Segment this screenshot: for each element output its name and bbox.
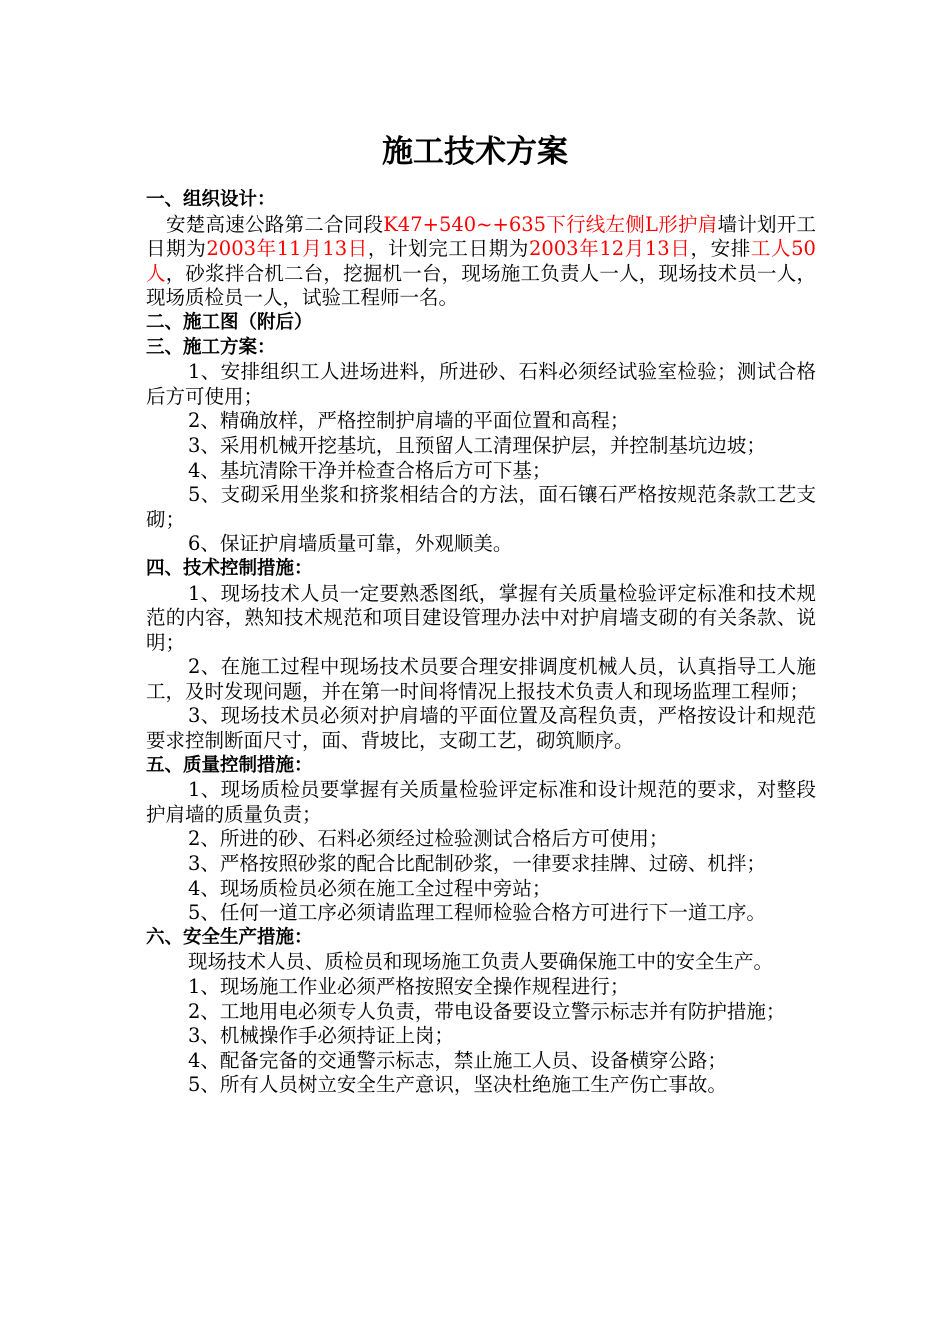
org-text-3: ，计划完工日期为: [367, 237, 529, 261]
plan-item: 5、支砌采用坐浆和挤浆相结合的方法，面石镶石严格按规范条款工艺支砌；: [146, 483, 816, 531]
org-text-4: ，安排: [690, 237, 751, 261]
quality-item: 2、所进的砂、石料必须经过检验测试合格后方可使用；: [188, 827, 669, 851]
section-heading-technical-control: 四、技术控制措施：: [146, 557, 313, 579]
section-heading-safety: 六、安全生产措施：: [146, 926, 313, 948]
safety-item: 3、机械操作手必须持证上岗；: [188, 1024, 454, 1048]
plan-item: 2、精确放样，严格控制护肩墙的平面位置和高程；: [188, 409, 630, 433]
technical-item: 2、在施工过程中现场技术员要合理安排调度机械人员，认真指导工人施工，及时发现问题，并在第一时间将情况上报技术负责人和现场监理工程师；: [146, 655, 816, 703]
technical-item: 1、现场技术人员一定要熟悉图纸，掌握有关质量检验评定标准和技术规范的内容，熟知技术规范和项目建设管理办法中对护肩墙支砌的有关条款、说明；: [146, 581, 816, 654]
quality-item: 1、现场质检员要掌握有关质量检验评定标准和设计规范的要求，对整段护肩墙的质量负责；: [146, 778, 816, 826]
section-heading-quality-control: 五、质量控制措施：: [146, 754, 313, 776]
plan-item: 4、基坑清除干净并检查合格后方可下基；: [188, 458, 552, 482]
org-text-5: ，砂浆拌合机二台，挖掘机一台，现场施工负责人一人，现场技术员一人，现场质检员一人，试验工程师一名。: [146, 261, 816, 310]
plan-item: 1、安排组织工人进场进料，所进砂、石料必须经试验室检验；测试合格后方可使用；: [146, 360, 816, 408]
document-title: 施工技术方案: [382, 134, 568, 170]
org-highlight-workers: 工人50人: [146, 237, 816, 285]
org-highlight-start-date: 2003年11月13日: [206, 237, 368, 261]
org-highlight-end-date: 2003年12月13日: [528, 237, 691, 261]
org-text-1: 安楚高速公路第二合同段: [166, 212, 384, 236]
organization-paragraph: [146, 213, 816, 311]
safety-item: 1、现场施工作业必须严格按照安全操作规程进行；: [188, 975, 630, 998]
safety-item: 2、工地用电必须专人负责，带电设备要设立警示标志并有防护措施；: [188, 999, 786, 1023]
safety-item: 5、所有人员树立安全生产意识，坚决杜绝施工生产伤亡事故。: [188, 1073, 727, 1097]
quality-item: 4、现场质检员必须在施工全过程中旁站；: [188, 876, 552, 900]
technical-item: 3、现场技术员必须对护肩墙的平面位置及高程负责，严格按设计和规范要求控制断面尺寸，面、背坡比，支砌工艺，砌筑顺序。: [146, 704, 816, 753]
safety-item: 4、配备完备的交通警示标志，禁止施工人员、设备横穿公路；: [188, 1048, 727, 1072]
quality-item: 3、严格按照砂浆的配合比配制砂浆，一律要求挂牌、过磅、机拌；: [188, 852, 766, 876]
org-text-2: 墙计划开工日期为: [146, 212, 816, 261]
document-body: [146, 188, 816, 1098]
section-heading-organization: 一、组织设计：: [146, 189, 276, 210]
quality-item: 5、任何一道工序必须请监理工程师检验合格方可进行下一道工序。: [188, 901, 766, 925]
section-heading-construction-plan: 三、施工方案：: [146, 336, 276, 358]
plan-item: 3、采用机械开挖基坑，且预留人工清理保护层，并控制基坑边坡；: [188, 433, 766, 457]
plan-item: 6、保证护肩墙质量可靠，外观顺美。: [188, 532, 513, 556]
section-heading-drawings: 二、施工图（附后）: [146, 311, 313, 333]
safety-intro: 现场技术人员、质检员和现场施工负责人要确保施工中的安全生产。: [188, 950, 774, 974]
org-highlight-location: K47+540~+635下行线左侧L形护肩: [383, 212, 718, 236]
